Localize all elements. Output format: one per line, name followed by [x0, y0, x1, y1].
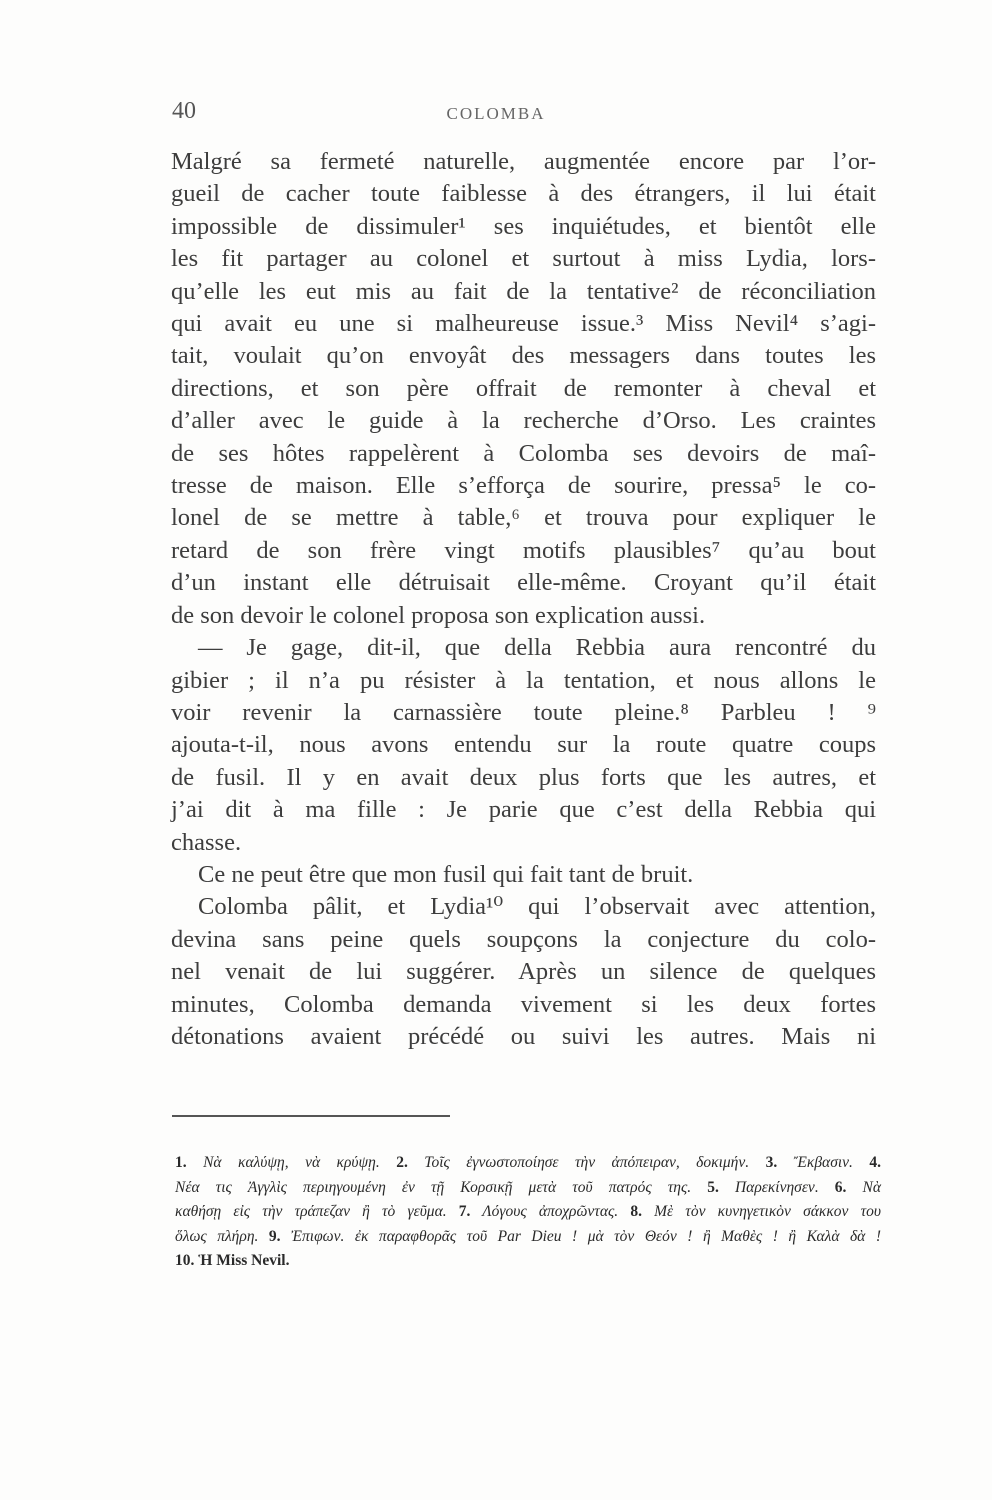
- footnote-text: Λόγους ἀποχρῶντας.: [470, 1203, 631, 1221]
- text-line: d’aller avec le guide à la recherche d’Orso. Les craintes: [171, 407, 876, 435]
- footnote-number: 5.: [707, 1178, 719, 1196]
- footnote-number: 6.: [834, 1178, 847, 1196]
- text-line: lonel de se mettre à table,⁶ et trouva pour expliquer le: [171, 504, 876, 532]
- footnote-text: Νέα τις Ἀγγλὶς περιηγουμένη ἐν τῇ Κορσικῇ μετὰ τοῦ πατρός της.: [175, 1178, 708, 1196]
- footnote-line: [175, 1151, 881, 1176]
- page-number: 40: [172, 98, 196, 124]
- text-line: devina sans peine quels soupçons la conjecture du colo-: [171, 925, 876, 953]
- footnotes: [175, 1151, 881, 1274]
- text-line: gueil de cacher toute faiblesse à des étrangers, il lui était: [171, 180, 876, 208]
- footnote-number: 10.: [175, 1252, 195, 1270]
- footnote-number: 1.: [175, 1154, 187, 1171]
- footnote-text: Ἐπιφων. ἐκ παραφθορᾶς τοῦ Par Dieu ! μὰ τὸν Θεόν ! ἢ Μαθὲς ! ἢ Καλὰ δὰ !: [280, 1227, 881, 1245]
- footnote-text: Νὰ καλύψῃ, νὰ κρύψῃ.: [186, 1154, 397, 1171]
- text-line: qu’elle les eut mis au fait de la tentative² de réconciliation: [171, 277, 876, 305]
- text-line: chasse.: [171, 828, 242, 856]
- running-title: COLOMBA: [446, 104, 546, 123]
- text-line: de ses hôtes rappelèrent à Colomba ses devoirs de maî-: [171, 439, 876, 467]
- text-line: de son devoir le colonel proposa son explication aussi.: [171, 601, 706, 629]
- text-line: les fit partager au colonel et surtout à miss Lydia, lors-: [171, 245, 876, 273]
- footnote-text: Ἔκβασιν.: [777, 1154, 870, 1171]
- text-line: d’un instant elle détruisait elle-même. Croyant qu’il était: [171, 569, 876, 597]
- footnote-number: 4.: [869, 1154, 881, 1171]
- text-line: — Je gage, dit-il, que della Rebbia aura rencontré du: [198, 634, 876, 662]
- text-line: tresse de maison. Elle s’efforça de sourire, pressa⁵ le co-: [171, 472, 876, 500]
- text-line: Ce ne peut être que mon fusil qui fait tant de bruit.: [198, 860, 694, 888]
- text-line: minutes, Colomba demanda vivement si les deux fortes: [171, 990, 876, 1018]
- text-line: impossible de dissimuler¹ ses inquiétudes, et bientôt elle: [171, 212, 876, 240]
- footnote-number: 7.: [458, 1203, 471, 1221]
- footnote-text: Παρεκίνησεν.: [718, 1178, 835, 1196]
- footnote-line: [175, 1176, 881, 1201]
- text-line: Malgré sa fermeté naturelle, augmentée encore par l’or-: [171, 148, 876, 175]
- text-line: j’ai dit à ma fille : Je parie que c’est della Rebbia qui: [171, 796, 876, 824]
- footnote-line: [175, 1249, 881, 1274]
- footnote-number: 8.: [630, 1203, 642, 1221]
- text-line: directions, et son père offrait de remonter à cheval et: [171, 374, 876, 402]
- text-line: tait, voulait qu’on envoyât des messagers dans toutes les: [171, 342, 876, 370]
- text-line: voir revenir la carnassière toute pleine.⁸ Parbleu ! ⁹: [171, 698, 876, 726]
- footnote-text: Ἡ Miss Nevil.: [194, 1252, 290, 1270]
- text-line: nel venait de lui suggérer. Après un silence de quelques: [171, 958, 876, 986]
- main-text: [171, 146, 876, 1053]
- text-line: détonations avaient précédé ou suivi les autres. Mais ni: [171, 1022, 876, 1050]
- footnote-number: 3.: [765, 1154, 778, 1171]
- footnote-text: καθήσῃ εἰς τὴν τράπεζαν ἢ τὸ γεῦμα.: [175, 1203, 459, 1221]
- text-line: qui avait eu une si malheureuse issue.³ Miss Nevil⁴ s’agi-: [171, 310, 876, 338]
- footnote-divider: [172, 1115, 450, 1117]
- text-line: Colomba pâlit, et Lydia¹⁰ qui l’observait avec attention,: [198, 893, 876, 921]
- footnote-line: [175, 1225, 881, 1250]
- footnote-text: Μὲ τὸν κυνηγετικὸν σάκκον του: [641, 1203, 881, 1221]
- footnote-number: 2.: [396, 1154, 408, 1171]
- text-line: retard de son frère vingt motifs plausibles⁷ qu’au bout: [171, 536, 876, 564]
- footnote-text: ὅλως πλήρη.: [175, 1227, 269, 1245]
- footnote-line: [175, 1200, 881, 1225]
- footnote-text: Νὰ: [846, 1178, 881, 1196]
- text-line: ajouta-t-il, nous avons entendu sur la route quatre coups: [171, 731, 876, 759]
- text-line: gibier ; il n’a pu résister à la tentation, et nous allons le: [171, 666, 876, 694]
- footnote-text: Τοῖς ἐγνωστοποίησε τὴν ἀπόπειραν, δοκιμήν.: [407, 1154, 766, 1171]
- text-line: de fusil. Il y en avait deux plus forts que les autres, et: [171, 763, 876, 791]
- footnote-number: 9.: [268, 1227, 281, 1245]
